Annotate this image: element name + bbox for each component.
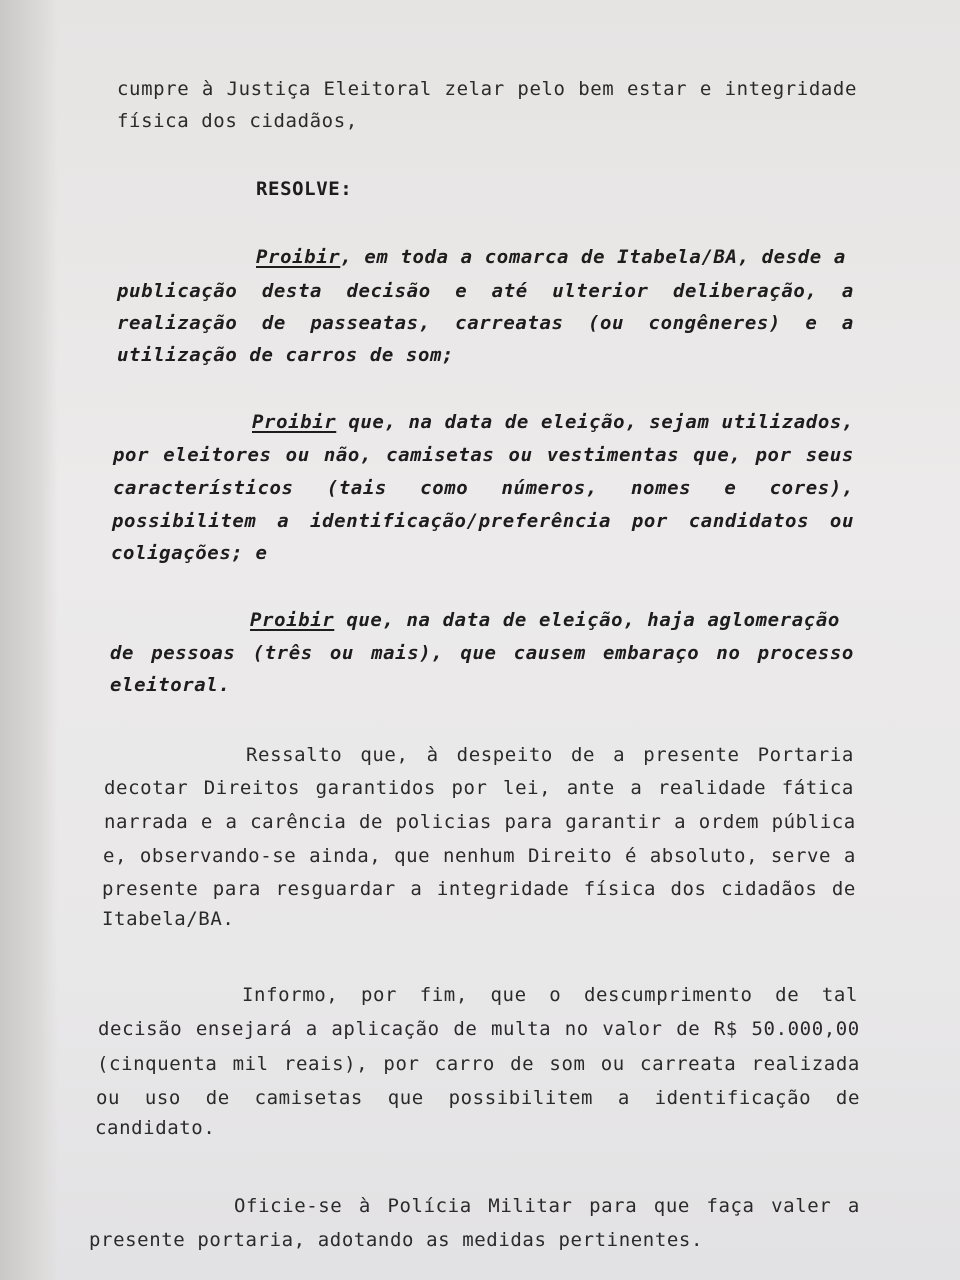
resolve-heading: RESOLVE:	[256, 178, 353, 200]
paragraph-4-line-2: decotar Direitos garantidos por lei, ante a realidade fática	[104, 777, 854, 799]
paragraph-5-line-3: (cinquenta mil reais), por carro de som ou carreata realizada	[97, 1053, 860, 1075]
paragraph-2-line-1	[252, 410, 854, 434]
proibir-keyword: Proibir	[252, 411, 337, 433]
paragraph-4-line-6: Itabela/BA.	[102, 908, 235, 930]
paragraph-3-line-1-rest: que, na data de eleição, haja aglomeração	[334, 609, 840, 631]
paragraph-2-line-5: coligações; e	[111, 542, 268, 564]
paragraph-4-line-4: e, observando-se ainda, que nenhum Direito é absoluto, serve a	[103, 845, 856, 867]
paragraph-6-line-2: presente portaria, adotando as medidas pertinentes.	[89, 1229, 703, 1251]
paragraph-2-line-3: característicos (tais como números, nomes e cores),	[113, 477, 854, 499]
proibir-keyword: Proibir	[250, 609, 335, 631]
proibir-keyword: Proibir	[256, 246, 341, 268]
paragraph-1-line-3: realização de passeatas, carreatas (ou congêneres) e a	[117, 312, 854, 334]
paragraph-2-line-4: possibilitem a identificação/preferência por candidatos ou	[112, 510, 854, 532]
intro-line-2: física dos cidadãos,	[117, 110, 358, 132]
paragraph-1-line-2: publicação desta decisão e até ulterior deliberação, a	[117, 280, 854, 302]
paragraph-4-line-3: narrada e a carência de policias para garantir a ordem pública	[104, 811, 856, 833]
paragraph-1-line-1	[256, 245, 854, 269]
paragraph-6-line-1: Oficie-se à Polícia Militar para que faça valer a	[234, 1195, 860, 1217]
paragraph-3-line-3: eleitoral.	[110, 674, 231, 696]
paragraph-3-line-1	[250, 608, 854, 632]
paragraph-3-line-2: de pessoas (três ou mais), que causem embaraço no processo	[110, 642, 854, 664]
paragraph-5-line-5: candidato.	[95, 1117, 216, 1139]
paragraph-5-line-1: Informo, por fim, que o descumprimento de tal	[242, 984, 858, 1006]
paragraph-5-line-2: decisão ensejará a aplicação de multa no valor de R$ 50.000,00	[98, 1018, 860, 1040]
paragraph-2-line-2: por eleitores ou não, camisetas ou vestimentas que, por seus	[113, 444, 854, 466]
paragraph-5-line-4: ou uso de camisetas que possibilitem a identificação de	[96, 1087, 860, 1109]
paragraph-1-line-4: utilização de carros de som;	[117, 344, 455, 366]
intro-line-1: cumpre à Justiça Eleitoral zelar pelo bem estar e integridade	[117, 78, 857, 100]
paragraph-4-line-5: presente para resguardar a integridade física dos cidadãos de	[102, 878, 856, 900]
paragraph-4-line-1: Ressalto que, à despeito de a presente Portaria	[246, 744, 854, 766]
paragraph-1-line-1-rest: , em toda a comarca de Itabela/BA, desde a	[340, 246, 846, 268]
paragraph-2-line-1-rest: que, na data de eleição, sejam utilizados,	[336, 411, 854, 433]
